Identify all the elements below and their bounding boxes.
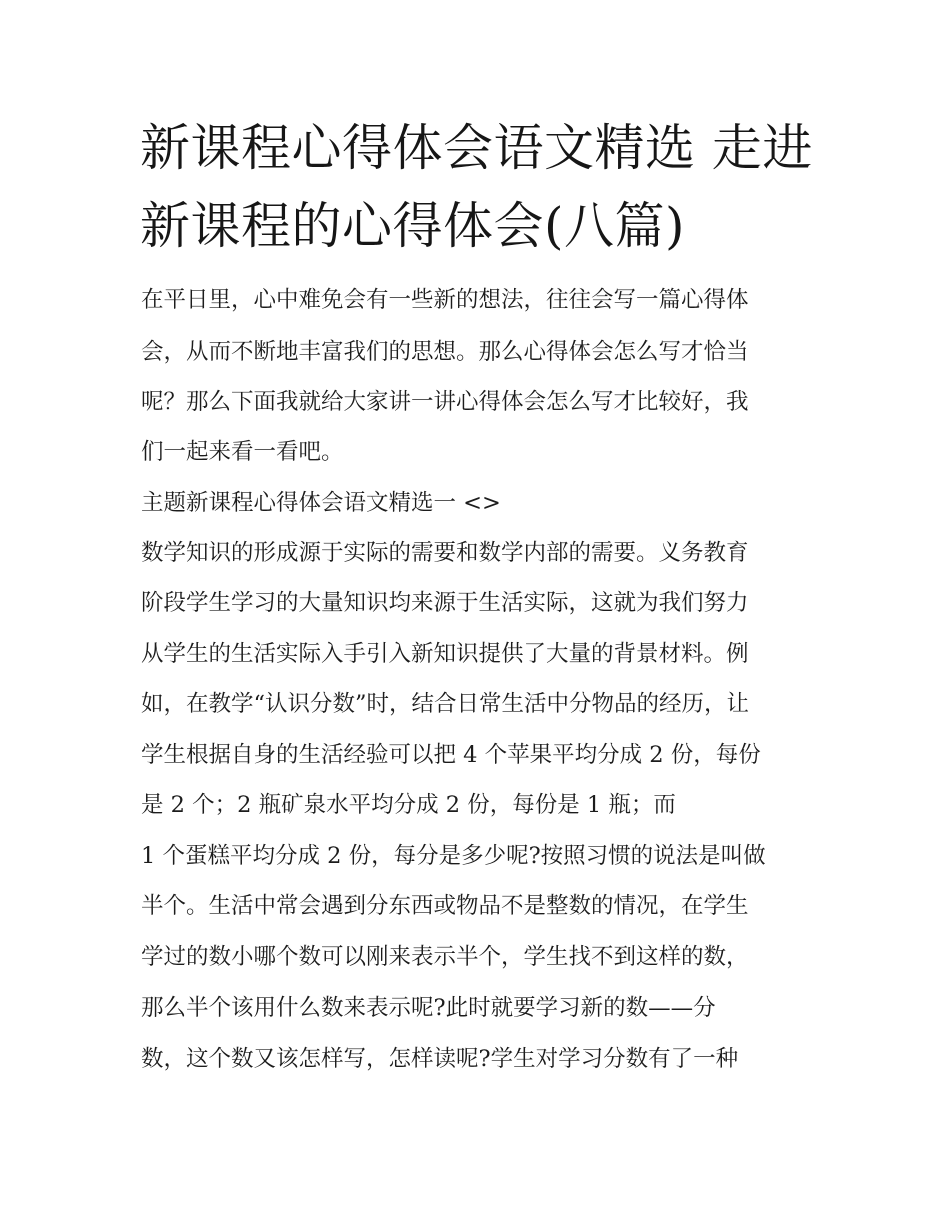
- body-line: 半个。生活中常会遇到分东西或物品不是整数的情况，在学生: [141, 893, 749, 919]
- body-line: 从学生的生活实际入手引入新知识提供了大量的背景材料。例: [141, 641, 749, 667]
- body-line: 呢？那么下面我就给大家讲一讲心得体会怎么写才比较好，我: [141, 389, 749, 415]
- section-heading: 主题新课程心得体会语文精选一 <>: [141, 490, 501, 516]
- body-line: 如，在教学“认识分数”时，结合日常生活中分物品的经历，让: [141, 691, 750, 717]
- document-title-line-2: 新课程的心得体会(八篇): [140, 197, 686, 255]
- body-line: 数学知识的形成源于实际的需要和数学内部的需要。义务教育: [141, 540, 749, 566]
- body-line: 那么半个该用什么数来表示呢?此时就要学习新的数——分: [141, 995, 716, 1021]
- body-line: 1 个蛋糕平均分成 2 份，每分是多少呢?按照习惯的说法是叫做: [141, 843, 766, 869]
- document-title-line-1: 新课程心得体会语文精选 走进: [140, 119, 813, 177]
- body-line: 会，从而不断地丰富我们的思想。那么心得体会怎么写才恰当: [141, 339, 749, 365]
- body-line: 学生根据自身的生活经验可以把 4 个苹果平均分成 2 份，每份: [141, 742, 761, 768]
- body-line: 数，这个数又该怎样写，怎样读呢?学生对学习分数有了一种: [141, 1046, 739, 1072]
- body-line: 学过的数小哪个数可以刚来表示半个，学生找不到这样的数，: [141, 944, 749, 970]
- body-line: 们一起来看一看吧。: [141, 439, 344, 465]
- body-line: 阶段学生学习的大量知识均来源于生活实际，这就为我们努力: [141, 590, 749, 616]
- body-line: 在平日里，心中难免会有一些新的想法，往往会写一篇心得体: [141, 287, 749, 313]
- body-line: 是 2 个；2 瓶矿泉水平均分成 2 份，每份是 1 瓶；而: [141, 792, 676, 818]
